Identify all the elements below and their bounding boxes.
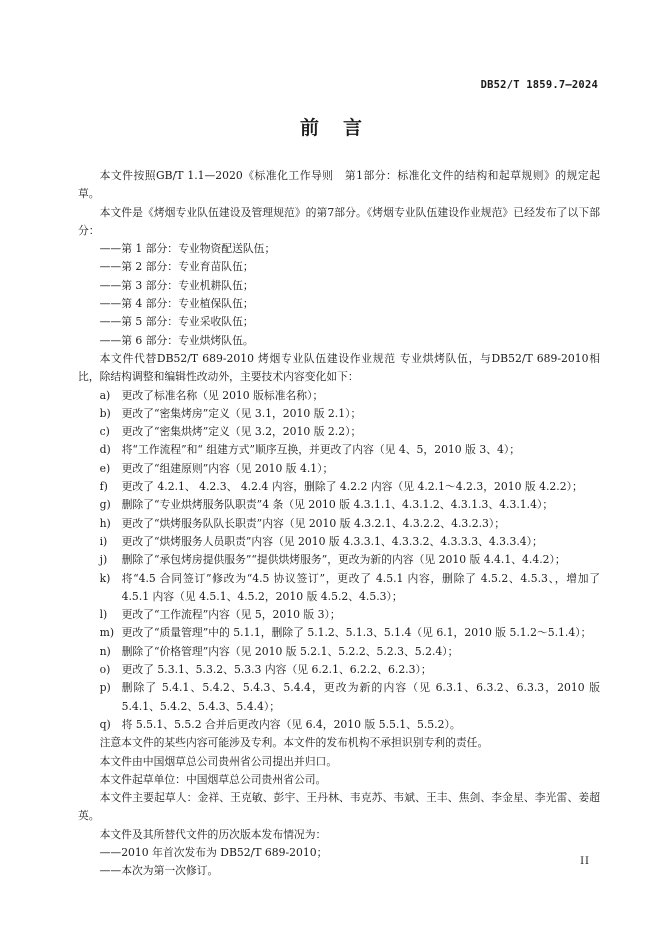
change-label: l)	[99, 608, 108, 622]
change-text: 更改了“工作流程”内容（见 5，2010 版 3）；	[121, 608, 341, 622]
change-text: 将“工作流程”和“ 组建方式”顺序互换，并更改了内容（见 4、5，2010 版 3、4）；	[121, 443, 521, 457]
changes-list	[78, 387, 600, 735]
document-body	[78, 167, 600, 881]
replace-statement: 本文件代替DB52/T 689-2010 烤烟专业队伍建设作业规范 专业烘烤队伍，与DB52/T 689-2010相比，除结构调整和编辑性改动外，主要技术内容变化如下：	[78, 351, 600, 384]
drafting-unit: 本文件起草单位：中国烟草总公司贵州省公司。	[99, 772, 327, 786]
document-code: DB52/T 1859.7—2024	[480, 79, 598, 91]
parts-list-item: ——第 4 部分：专业植保队伍；	[99, 297, 254, 311]
change-label: i)	[99, 534, 108, 548]
history-intro: 本文件及其所替代文件的历次版本发布情况为：	[99, 827, 327, 841]
change-item	[78, 496, 600, 514]
history-item: ——本次为第一次修订。	[99, 864, 219, 878]
page-title: 前言	[299, 117, 386, 139]
change-item	[78, 661, 600, 679]
change-label: h)	[99, 516, 111, 530]
parts-list	[78, 240, 600, 350]
change-text: 删除了“价格管理”内容（见 2010 版 5.2.1、5.2.2、5.2.3、5.2.4）；	[121, 644, 459, 658]
change-label: e)	[99, 461, 111, 475]
change-text: 更改了“烘烤服务人员职责”内容（见 2010 版 4.3.3.1、4.3.3.2、4.3.3.3、4.3.3.4）；	[121, 534, 543, 548]
change-item	[78, 441, 600, 459]
change-item	[78, 624, 600, 642]
change-item	[78, 570, 600, 607]
parts-list-item: ——第 5 部分：专业采收队伍；	[99, 315, 254, 329]
change-text: 删除了“专业烘烤服务队职责”4 条（见 2010 版 4.3.1.1、4.3.1.2、4.3.1.3、4.3.1.4）；	[121, 498, 554, 512]
change-text: 更改了 4.2.1、 4.2.3、 4.2.4 内容，删除了 4.2.2 内容（见 4.2.1～4.2.3，2010 版 4.2.2）；	[121, 480, 583, 494]
change-item	[78, 460, 600, 478]
change-item	[78, 551, 600, 569]
intro-paragraph-1: 本文件按照GB/T 1.1—2020《标准化工作导则 第1部分：标准化文件的结构和起草规则》的规定起草。	[78, 169, 600, 201]
parts-list-item: ——第 1 部分：专业物资配送队伍；	[99, 242, 276, 256]
proposed-by: 本文件由中国烟草总公司贵州省公司提出并归口。	[99, 754, 338, 768]
patent-note: 注意本文件的某些内容可能涉及专利。本文件的发布机构不承担识别专利的责任。	[99, 736, 489, 750]
change-label: n)	[99, 644, 111, 658]
change-text: 删除了“承包烤房提供服务”“提供烘烤服务”，更改为新的内容（见 2010 版 4.4.1、4.4.2）；	[121, 553, 566, 567]
change-item	[78, 679, 600, 716]
parts-list-item: ——第 6 部分：专业烘烤队伍。	[99, 333, 254, 347]
page-number: II	[580, 856, 590, 867]
change-item	[78, 387, 600, 405]
change-item	[78, 716, 600, 734]
change-text: 更改了“烘烤服务队队长职责”内容（见 2010 版 4.3.2.1、4.3.2.2、4.3.2.3）；	[121, 516, 506, 530]
drafters: 本文件主要起草人：金祥、王克敏、彭宇、王丹林、韦克苏、韦斌、王丰、焦剑、李金星、李光雷、姜超英。	[78, 791, 600, 823]
change-text: 将“4.5 合同签订”修改为“4.5 协议签订”，更改了 4.5.1 内容，删除了 4.5.2、4.5.3、，增加了 4.5.1 内容（见 4.5.1、4.5.2，2010 版 4.5.2、4.5.3）；	[121, 571, 600, 603]
change-label: g)	[99, 498, 111, 512]
change-text: 更改了“组建原则”内容（见 2010 版 4.1）；	[121, 461, 334, 475]
change-text: 更改了 5.3.1、5.3.2、5.3.3 内容（见 6.2.1、6.2.2、6.2.3）；	[121, 663, 432, 677]
intro-paragraph-2: 本文件是《烤烟专业队伍建设及管理规范》的第7部分。《烤烟专业队伍建设作业规范》已经发布了以下部分：	[78, 205, 600, 237]
change-text: 更改了“密集烤房”定义（见 3.1，2010 版 2.1）；	[121, 406, 362, 420]
change-text: 更改了“质量管理”中的 5.1.1，删除了 5.1.2、5.1.3、5.1.4（见 6.1，2010 版 5.1.2～5.1.4）；	[121, 626, 592, 640]
change-text: 更改了“密集烘烤”定义（见 3.2，2010 版 2.2）；	[121, 425, 362, 439]
change-label: q)	[99, 717, 111, 731]
change-item	[78, 643, 600, 661]
change-text: 将 5.5.1、5.5.2 合并后更改内容（见 6.4，2010 版 5.5.1、5.5.2）。	[121, 717, 461, 731]
change-item	[78, 478, 600, 496]
change-item	[78, 515, 600, 533]
change-item	[78, 533, 600, 551]
parts-list-item: ——第 2 部分：专业育苗队伍；	[99, 260, 254, 274]
change-item	[78, 606, 600, 624]
parts-list-item: ——第 3 部分：专业机耕队伍；	[99, 278, 254, 292]
change-label: b)	[99, 406, 111, 420]
change-item	[78, 405, 600, 423]
change-label: k)	[99, 571, 111, 585]
change-label: p)	[99, 681, 111, 695]
change-label: d)	[99, 443, 111, 457]
change-label: f)	[99, 480, 108, 494]
change-item	[78, 423, 600, 441]
change-text: 删除了 5.4.1、5.4.2、5.4.3、5.4.4，更改为新的内容（见 6.3.1、6.3.2、6.3.3，2010 版 5.4.1、5.4.2、5.4.3、5.4.4）；	[121, 681, 600, 713]
change-label: m)	[99, 626, 115, 640]
change-label: a)	[99, 388, 111, 402]
change-label: c)	[99, 425, 110, 439]
change-text: 更改了标准名称（见 2010 版标准名称）；	[121, 388, 324, 402]
history-item: ——2010 年首次发布为 DB52/T 689-2010；	[99, 845, 328, 859]
change-label: j)	[99, 553, 108, 567]
change-label: o)	[99, 663, 111, 677]
